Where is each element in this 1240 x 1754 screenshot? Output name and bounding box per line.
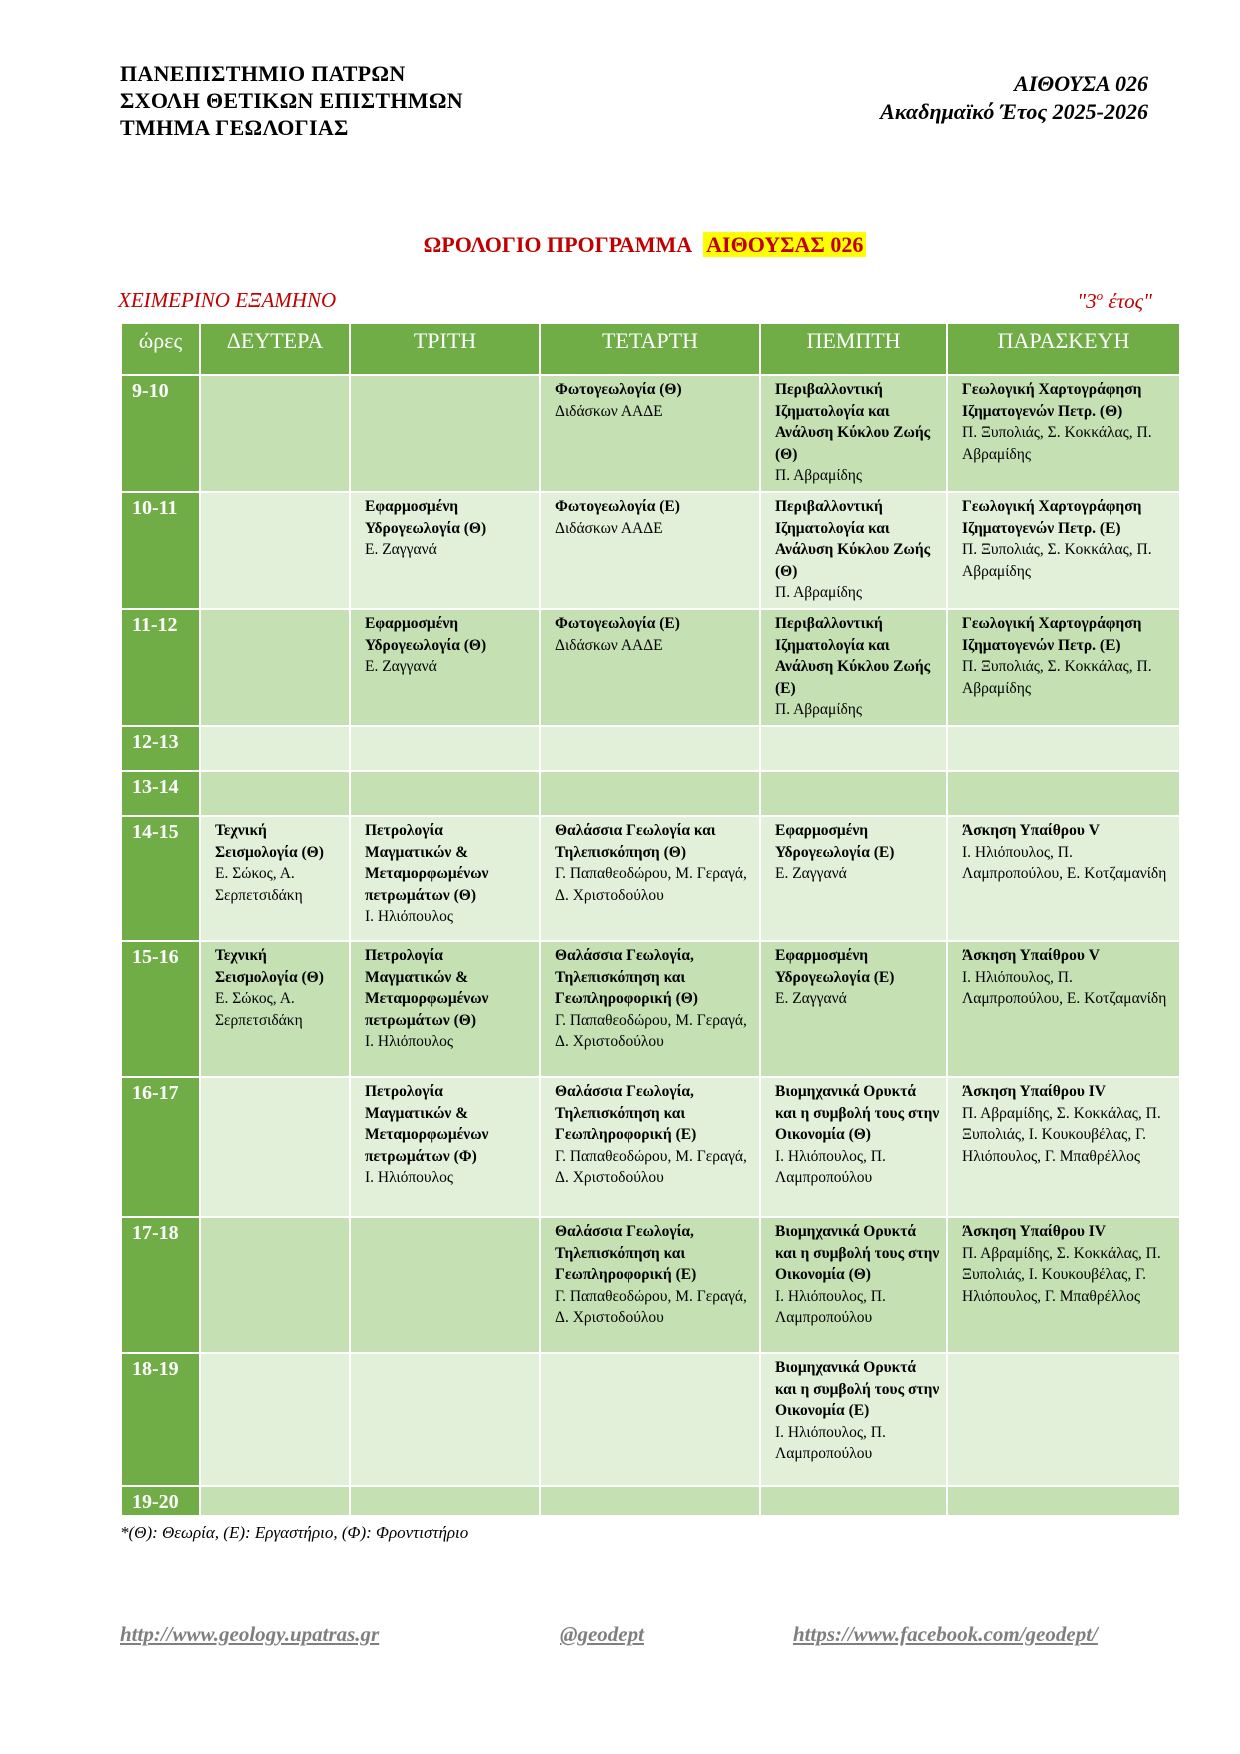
hour-cell: 12-13 (121, 726, 200, 771)
course-title: Γεωλογική Χαρτογράφηση Ιζηματογενών Πετρ. (Θ) (962, 381, 1142, 420)
course-title: Βιομηχανικά Ορυκτά και η συμβολή τους στην Οικονομία (Θ) (775, 1223, 940, 1283)
title-text: ΩΡΟΛΟΓΙΟ ΠΡΟΓΡΑΜΜΑ (423, 232, 693, 257)
course-title: Γεωλογική Χαρτογράφηση Ιζηματογενών Πετρ. (Ε) (962, 615, 1142, 654)
course-instructors: Ι. Ηλιόπουλος (365, 1033, 454, 1050)
course-instructors: Γ. Παπαθεοδώρου, Μ. Γεραγά, Δ. Χριστοδούλου (555, 1011, 747, 1050)
course-instructors: Ι. Ηλιόπουλος, Π. Λαμπροπούλου, Ε. Κοτζαμανίδη (962, 968, 1167, 1007)
schedule-cell-monday (200, 1077, 350, 1217)
course-instructors: Ε. Ζαγγανά (775, 865, 847, 882)
schedule-cell-monday (200, 375, 350, 492)
course-title: Εφαρμοσμένη Υδρογεωλογία (Ε) (775, 947, 895, 986)
table-row (121, 1217, 1180, 1353)
schedule-cell-thursday (760, 1486, 947, 1516)
schedule-cell-monday (200, 609, 350, 726)
schedule-cell-wednesday (540, 1486, 760, 1516)
page-title (0, 232, 1240, 258)
schedule-cell-wednesday (540, 816, 760, 941)
schedule-cell-wednesday (540, 492, 760, 609)
schedule-cell-monday (200, 816, 350, 941)
col-header-tuesday: ΤΡΙΤΗ (350, 323, 540, 375)
table-row (121, 375, 1180, 492)
schedule-cell-monday (200, 771, 350, 816)
schedule-cell-tuesday (350, 609, 540, 726)
course-instructors: Π. Ξυπολιάς, Σ. Κοκκάλας, Π. Αβραμίδης (962, 658, 1152, 697)
table-header-row (121, 323, 1180, 375)
schedule-cell-wednesday (540, 609, 760, 726)
course-title: Εφαρμοσμένη Υδρογεωλογία (Θ) (365, 498, 487, 537)
course-instructors: Ε. Ζαγγανά (365, 658, 437, 675)
course-instructors: Π. Αβραμίδης (775, 584, 863, 601)
course-title: Πετρολογία Μαγματικών & Μεταμορφωμένων πετρωμάτων (Φ) (365, 1083, 489, 1165)
course-title: Άσκηση Υπαίθρου IV (962, 1083, 1106, 1100)
course-instructors: Ε. Ζαγγανά (775, 990, 847, 1007)
schedule-cell-wednesday (540, 1217, 760, 1353)
course-instructors: Γ. Παπαθεοδώρου, Μ. Γεραγά, Δ. Χριστοδούλου (555, 1147, 747, 1186)
table-row (121, 1077, 1180, 1217)
schedule-cell-friday (947, 1217, 1180, 1353)
schedule-cell-friday (947, 1353, 1180, 1486)
schedule-cell-tuesday (350, 1353, 540, 1486)
university-name: ΠΑΝΕΠΙΣΤΗΜΙΟ ΠΑΤΡΩΝ (120, 61, 406, 86)
course-title: Άσκηση Υπαίθρου V (962, 947, 1100, 964)
schedule-cell-wednesday (540, 726, 760, 771)
schedule-cell-friday (947, 941, 1180, 1077)
col-header-wednesday: ΤΕΤΑΡΤΗ (540, 323, 760, 375)
course-instructors: Ε. Ζαγγανά (365, 541, 437, 558)
schedule-table (120, 322, 1181, 1517)
hour-cell: 15-16 (121, 941, 200, 1077)
schedule-cell-thursday (760, 1217, 947, 1353)
schedule-cell-tuesday (350, 1217, 540, 1353)
schedule-cell-wednesday (540, 1077, 760, 1217)
course-instructors: Ε. Σώκος, Α. Σερπετσιδάκη (215, 865, 303, 904)
course-instructors: Γ. Παπαθεοδώρου, Μ. Γεραγά, Δ. Χριστοδούλου (555, 865, 747, 904)
year-sup: ο (1096, 288, 1104, 303)
table-row (121, 1353, 1180, 1486)
course-title: Πετρολογία Μαγματικών & Μεταμορφωμένων πετρωμάτων (Θ) (365, 822, 489, 904)
schedule-cell-monday (200, 1217, 350, 1353)
table-row (121, 1486, 1180, 1516)
year-suffix: έτος" (1103, 289, 1152, 313)
course-title: Εφαρμοσμένη Υδρογεωλογία (Ε) (775, 822, 895, 861)
schedule-cell-tuesday (350, 1077, 540, 1217)
schedule-cell-wednesday (540, 941, 760, 1077)
hour-cell: 9-10 (121, 375, 200, 492)
course-instructors: Π. Ξυπολιάς, Σ. Κοκκάλας, Π. Αβραμίδης (962, 541, 1152, 580)
course-instructors: Ι. Ηλιόπουλος, Π. Λαμπροπούλου, Ε. Κοτζαμανίδη (962, 843, 1167, 882)
year-label (1077, 288, 1152, 314)
schedule-cell-thursday (760, 726, 947, 771)
schedule-cell-wednesday (540, 771, 760, 816)
hour-cell: 19-20 (121, 1486, 200, 1516)
twitter-link[interactable]: @geodept (560, 1622, 644, 1646)
course-title: Βιομηχανικά Ορυκτά και η συμβολή τους στην Οικονομία (Ε) (775, 1359, 940, 1419)
year-prefix: "3 (1077, 289, 1097, 313)
facebook-link[interactable]: https://www.facebook.com/geodept/ (793, 1622, 1098, 1646)
hour-cell: 10-11 (121, 492, 200, 609)
hour-cell: 13-14 (121, 771, 200, 816)
schedule-cell-thursday (760, 941, 947, 1077)
schedule-cell-tuesday (350, 375, 540, 492)
course-instructors: Ε. Σώκος, Α. Σερπετσιδάκη (215, 990, 303, 1029)
course-title: Φωτογεωλογία (Θ) (555, 381, 682, 398)
course-instructors: Π. Αβραμίδης, Σ. Κοκκάλας, Π. Ξυπολιάς, Ι. Κουκουβέλας, Γ. Ηλιόπουλος, Γ. Μπαθρέλλος (962, 1104, 1161, 1165)
table-row (121, 609, 1180, 726)
col-header-monday: ΔΕΥΤΕΡΑ (200, 323, 350, 375)
course-title: Περιβαλλοντική Ιζηματολογία και Ανάλυση Κύκλου Ζωής (Θ) (775, 498, 931, 580)
course-title: Άσκηση Υπαίθρου V (962, 822, 1100, 839)
schedule-cell-tuesday (350, 492, 540, 609)
hour-cell: 11-12 (121, 609, 200, 726)
table-row (121, 726, 1180, 771)
schedule-cell-thursday (760, 1077, 947, 1217)
course-title: Βιομηχανικά Ορυκτά και η συμβολή τους στην Οικονομία (Θ) (775, 1083, 940, 1143)
course-instructors: Ι. Ηλιόπουλος, Π. Λαμπροπούλου (775, 1423, 886, 1462)
semester-label: ΧΕΙΜΕΡΙΝΟ ΕΞΑΜΗΝΟ (118, 288, 337, 312)
schedule-cell-monday (200, 941, 350, 1077)
course-title: Εφαρμοσμένη Υδρογεωλογία (Θ) (365, 615, 487, 654)
schedule-cell-friday (947, 1077, 1180, 1217)
schedule-cell-tuesday (350, 771, 540, 816)
institution-header (120, 60, 463, 141)
schedule-cell-tuesday (350, 941, 540, 1077)
schedule-cell-friday (947, 771, 1180, 816)
course-title: Τεχνική Σεισμολογία (Θ) (215, 822, 324, 861)
course-instructors: Ι. Ηλιόπουλος (365, 908, 454, 925)
course-instructors: Ι. Ηλιόπουλος, Π. Λαμπροπούλου (775, 1147, 886, 1186)
col-header-friday: ΠΑΡΑΣΚΕΥΗ (947, 323, 1180, 375)
schedule-cell-tuesday (350, 1486, 540, 1516)
hour-cell: 14-15 (121, 816, 200, 941)
course-title: Άσκηση Υπαίθρου IV (962, 1223, 1106, 1240)
table-row (121, 941, 1180, 1077)
course-title: Πετρολογία Μαγματικών & Μεταμορφωμένων πετρωμάτων (Θ) (365, 947, 489, 1029)
schedule-cell-monday (200, 1486, 350, 1516)
schedule-cell-monday (200, 1353, 350, 1486)
schedule-cell-thursday (760, 375, 947, 492)
room-label: ΑΙΘΟΥΣΑ 026 (1014, 71, 1148, 96)
schedule-cell-tuesday (350, 726, 540, 771)
department-name: ΤΜΗΜΑ ΓΕΩΛΟΓΙΑΣ (120, 115, 349, 140)
schedule-cell-wednesday (540, 1353, 760, 1486)
schedule-cell-thursday (760, 771, 947, 816)
course-title: Περιβαλλοντική Ιζηματολογία και Ανάλυση Κύκλου Ζωής (Θ) (775, 381, 931, 463)
course-title: Γεωλογική Χαρτογράφηση Ιζηματογενών Πετρ. (Ε) (962, 498, 1142, 537)
col-header-hours: ώρες (121, 323, 200, 375)
course-title: Περιβαλλοντική Ιζηματολογία και Ανάλυση Κύκλου Ζωής (Ε) (775, 615, 931, 697)
schedule-cell-monday (200, 726, 350, 771)
course-title: Θαλάσσια Γεωλογία, Τηλεπισκόπηση και Γεωπληροφορική (Ε) (555, 1223, 697, 1283)
title-highlight: ΑΙΘΟΥΣΑΣ 026 (703, 232, 866, 257)
schedule-cell-thursday (760, 609, 947, 726)
course-title: Φωτογεωλογία (Ε) (555, 498, 680, 515)
schedule-cell-wednesday (540, 375, 760, 492)
legend-note: *(Θ): Θεωρία, (Ε): Εργαστήριο, (Φ): Φροντιστήριο (120, 1523, 469, 1542)
table-row (121, 816, 1180, 941)
website-link[interactable]: http://www.geology.upatras.gr (120, 1622, 380, 1646)
course-instructors: Π. Αβραμίδης (775, 467, 863, 484)
schedule-cell-friday (947, 816, 1180, 941)
course-title: Θαλάσσια Γεωλογία, Τηλεπισκόπηση και Γεωπληροφορική (Θ) (555, 947, 698, 1007)
schedule-cell-friday (947, 1486, 1180, 1516)
course-title: Τεχνική Σεισμολογία (Θ) (215, 947, 324, 986)
hour-cell: 18-19 (121, 1353, 200, 1486)
course-title: Θαλάσσια Γεωλογία και Τηλεπισκόπηση (Θ) (555, 822, 716, 861)
academic-year: Ακαδημαϊκό Έτος 2025-2026 (880, 99, 1148, 124)
col-header-thursday: ΠΕΜΠΤΗ (760, 323, 947, 375)
course-instructors: Π. Ξυπολιάς, Σ. Κοκκάλας, Π. Αβραμίδης (962, 424, 1152, 463)
course-instructors: Γ. Παπαθεοδώρου, Μ. Γεραγά, Δ. Χριστοδούλου (555, 1287, 747, 1326)
schedule-cell-tuesday (350, 816, 540, 941)
schedule-cell-thursday (760, 816, 947, 941)
course-instructors: Ι. Ηλιόπουλος (365, 1169, 454, 1186)
hour-cell: 17-18 (121, 1217, 200, 1353)
hour-cell: 16-17 (121, 1077, 200, 1217)
course-instructors: Διδάσκων ΑΑΔΕ (555, 402, 663, 420)
course-title: Θαλάσσια Γεωλογία, Τηλεπισκόπηση και Γεωπληροφορική (Ε) (555, 1083, 697, 1143)
schedule-body (121, 375, 1180, 1516)
schedule-cell-friday (947, 492, 1180, 609)
school-name: ΣΧΟΛΗ ΘΕΤΙΚΩΝ ΕΠΙΣΤΗΜΩΝ (120, 88, 463, 113)
course-instructors: Π. Αβραμίδης (775, 701, 863, 718)
table-row (121, 771, 1180, 816)
table-row (121, 492, 1180, 609)
schedule-cell-thursday (760, 1353, 947, 1486)
course-instructors: Ι. Ηλιόπουλος, Π. Λαμπροπούλου (775, 1287, 886, 1326)
course-instructors: Διδάσκων ΑΑΔΕ (555, 519, 663, 537)
course-title: Φωτογεωλογία (Ε) (555, 615, 680, 632)
room-header (880, 70, 1148, 126)
schedule-cell-friday (947, 726, 1180, 771)
schedule-cell-monday (200, 492, 350, 609)
schedule-cell-friday (947, 609, 1180, 726)
schedule-cell-friday (947, 375, 1180, 492)
course-instructors: Π. Αβραμίδης, Σ. Κοκκάλας, Π. Ξυπολιάς, Ι. Κουκουβέλας, Γ. Ηλιόπουλος, Γ. Μπαθρέλλος (962, 1244, 1161, 1305)
schedule-cell-thursday (760, 492, 947, 609)
course-instructors: Διδάσκων ΑΑΔΕ (555, 636, 663, 654)
